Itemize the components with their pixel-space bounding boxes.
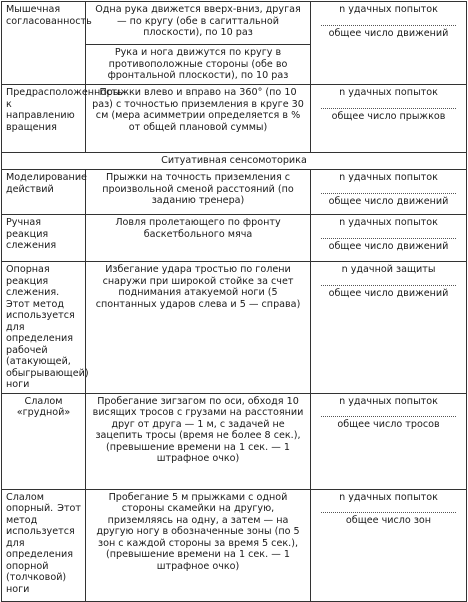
table-row: [2, 2, 467, 45]
table-row: [2, 85, 467, 153]
section-row: [2, 153, 467, 170]
test-description: Пробегание зигзагом по оси, обходя 10 висящих тросов с грузами на расстоянии друг от друга — 1 м, с задачей не зацепить тросы (время не более 8 сек.), (превышение времени на 1 сек. — 1 штрафное очко): [86, 393, 311, 489]
test-description: Рука и нога движутся по кругу в противоположные стороны (обе во фронтальной плоскости), по 10 раз: [86, 45, 311, 85]
test-description: Прыжки на точность приземления с произвольной сменой расстояний (по заданию тренера): [86, 170, 311, 215]
formula-denominator: общее число тросов: [321, 416, 456, 431]
scoring-formula: [311, 262, 467, 394]
formula-denominator: общее число прыжков: [321, 108, 456, 123]
formula-numerator: n удачных попыток: [339, 395, 438, 407]
criterion-name: Слалом опорный. Этот метод используется для определения опорной (толчковой) ноги: [2, 489, 86, 601]
test-description: Избегание удара тростью по голени снаружи при широкой стойке за счет поднимания атакуемой ноги (5 спонтанных ударов слева и 5 — справа): [86, 262, 311, 394]
scoring-formula: [311, 2, 467, 85]
table-row: [2, 262, 467, 394]
table-row: [2, 215, 467, 262]
scoring-formula: [311, 215, 467, 262]
criterion-name: Моделирование действий: [2, 170, 86, 215]
formula-numerator: n удачных попыток: [339, 87, 438, 98]
test-description: Прыжки влево и вправо на 360° (по 10 раз) с точностью приземления в круге 30 см (мера асимметрии определяется в % от общей плановой суммы): [86, 85, 311, 153]
scoring-formula: [311, 170, 467, 215]
criteria-table: [1, 1, 467, 602]
formula-numerator: n удачных попыток: [339, 217, 438, 228]
formula-denominator: общее число движений: [321, 193, 456, 208]
criterion-name: Слалом «грудной»: [2, 393, 86, 489]
test-description: Одна рука движется вверх-вниз, другая — по кругу (обе в сагиттальной плоскости), по 10 раз: [86, 2, 311, 45]
formula-denominator: общее число зон: [321, 512, 456, 527]
scoring-formula: [311, 393, 467, 489]
formula-numerator: n удачных попыток: [339, 4, 438, 15]
table-row: [2, 489, 467, 601]
formula-denominator: общее число движений: [321, 238, 456, 253]
test-description: Пробегание 5 м прыжками с одной стороны скамейки на другую, приземляясь на одну, а затем — на другую ногу в обозначенные зоны (по 5 зон с каждой стороны за время 5 сек.), (превышение времени на 1 сек. — 1 штрафное очко): [86, 489, 311, 601]
table-row: [2, 170, 467, 215]
formula-numerator: n удачных попыток: [339, 172, 438, 183]
scoring-formula: [311, 85, 467, 153]
criterion-name: Мышечная согласованность: [2, 2, 86, 85]
formula-denominator: общее число движений: [321, 285, 456, 300]
formula-numerator: n удачных попыток: [339, 491, 438, 503]
scoring-formula: [311, 489, 467, 601]
table-row: [2, 393, 467, 489]
criterion-name: Ручная реакция слежения: [2, 215, 86, 262]
formula-numerator: n удачной защиты: [341, 264, 436, 275]
test-description: Ловля пролетающего по фронту баскетбольного мяча: [86, 215, 311, 262]
criterion-name: Предрасположенность к направлению вращения: [2, 85, 86, 153]
criterion-name: Опорная реакция слежения. Этот метод используется для определения рабочей (атакующей, обыгрывающей) ноги: [2, 262, 86, 394]
formula-denominator: общее число движений: [321, 25, 456, 40]
section-heading: Ситуативная сенсомоторика: [2, 153, 467, 170]
